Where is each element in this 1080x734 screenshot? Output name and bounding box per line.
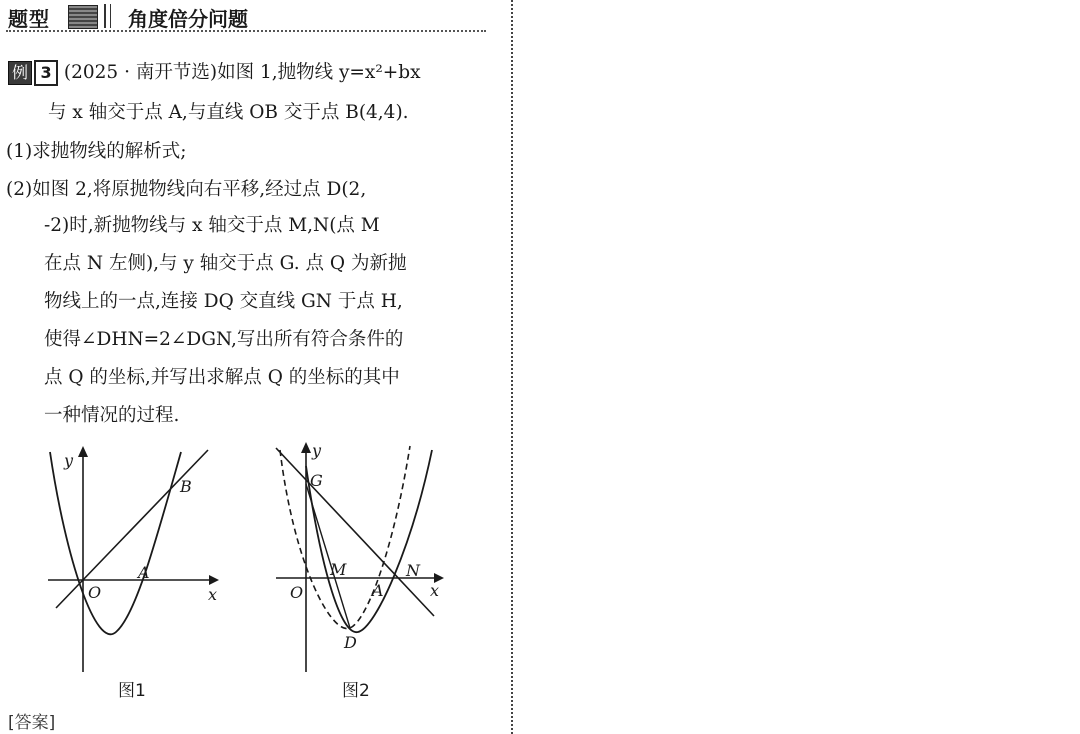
problem-part-2-line-4: 物线上的一点,连接 DQ 交直线 GN 于点 H, (44, 291, 403, 312)
fig2-label-o: O (290, 583, 304, 602)
problem-part-2-line-7: 一种情况的过程. (44, 405, 180, 426)
fig2-label-n: N (406, 561, 420, 580)
problem-text-line-1: (2025 · 南开节选)如图 1,抛物线 y=x²+bx (63, 62, 421, 83)
fig2-label-d: D (344, 633, 357, 652)
section-header (0, 0, 500, 40)
fig2-new-parabola (306, 450, 432, 632)
fig1-label-x: x (208, 585, 218, 604)
problem-part-1: (1)求抛物线的解析式; (6, 141, 187, 162)
fig1-label-y: y (64, 451, 74, 470)
fig1-label-a: A (138, 563, 150, 582)
fig1-label-b: B (180, 477, 192, 496)
problem-part-2-line-3: 在点 N 左侧),与 y 轴交于点 G. 点 Q 为新抛 (44, 253, 407, 274)
problem-line-1 (8, 60, 421, 86)
section-title: 角度倍分问题 (128, 7, 248, 31)
header-divider-thin (110, 4, 111, 28)
problem-part-2-line-1: (2)如图 2,将原抛物线向右平移,经过点 D(2, (6, 179, 367, 200)
fig2-label-x: x (430, 581, 440, 600)
answer-label: [答案] (8, 713, 56, 733)
figure-2 (262, 436, 462, 676)
fig2-label-m: M (330, 560, 347, 579)
example-number: 3 (34, 60, 58, 86)
figure-1-caption: 图1 (118, 681, 146, 701)
header-rule (6, 30, 486, 32)
header-divider (104, 4, 106, 28)
problem-part-2-line-5: 使得∠DHN=2∠DGN,写出所有符合条件的 (44, 329, 404, 350)
figure-1 (36, 440, 236, 675)
fig1-parabola-smooth (50, 452, 181, 634)
problem-part-2-line-6: 点 Q 的坐标,并写出求解点 Q 的坐标的其中 (44, 367, 400, 388)
problem-text-line-2: 与 x 轴交于点 A,与直线 OB 交于点 B(4,4). (48, 102, 409, 123)
fig1-x-arrow (209, 575, 219, 585)
problem-part-2-line-2: -2)时,新抛物线与 x 轴交于点 M,N(点 M (44, 215, 380, 236)
example-badge: 例 (8, 61, 32, 85)
section-label: 题型 (8, 7, 50, 31)
figure-2-caption: 图2 (342, 681, 370, 701)
fig2-line-gd (306, 484, 350, 628)
fig1-line-ob (56, 450, 208, 608)
fig2-y-arrow (301, 442, 311, 453)
column-divider (511, 0, 513, 734)
fig2-label-y: y (312, 441, 322, 460)
fig1-y-arrow (78, 446, 88, 457)
fig1-label-o: O (88, 583, 102, 602)
fig2-label-g: G (310, 471, 323, 490)
decorative-stack-icon (68, 5, 98, 29)
fig2-label-a: A (372, 581, 384, 600)
